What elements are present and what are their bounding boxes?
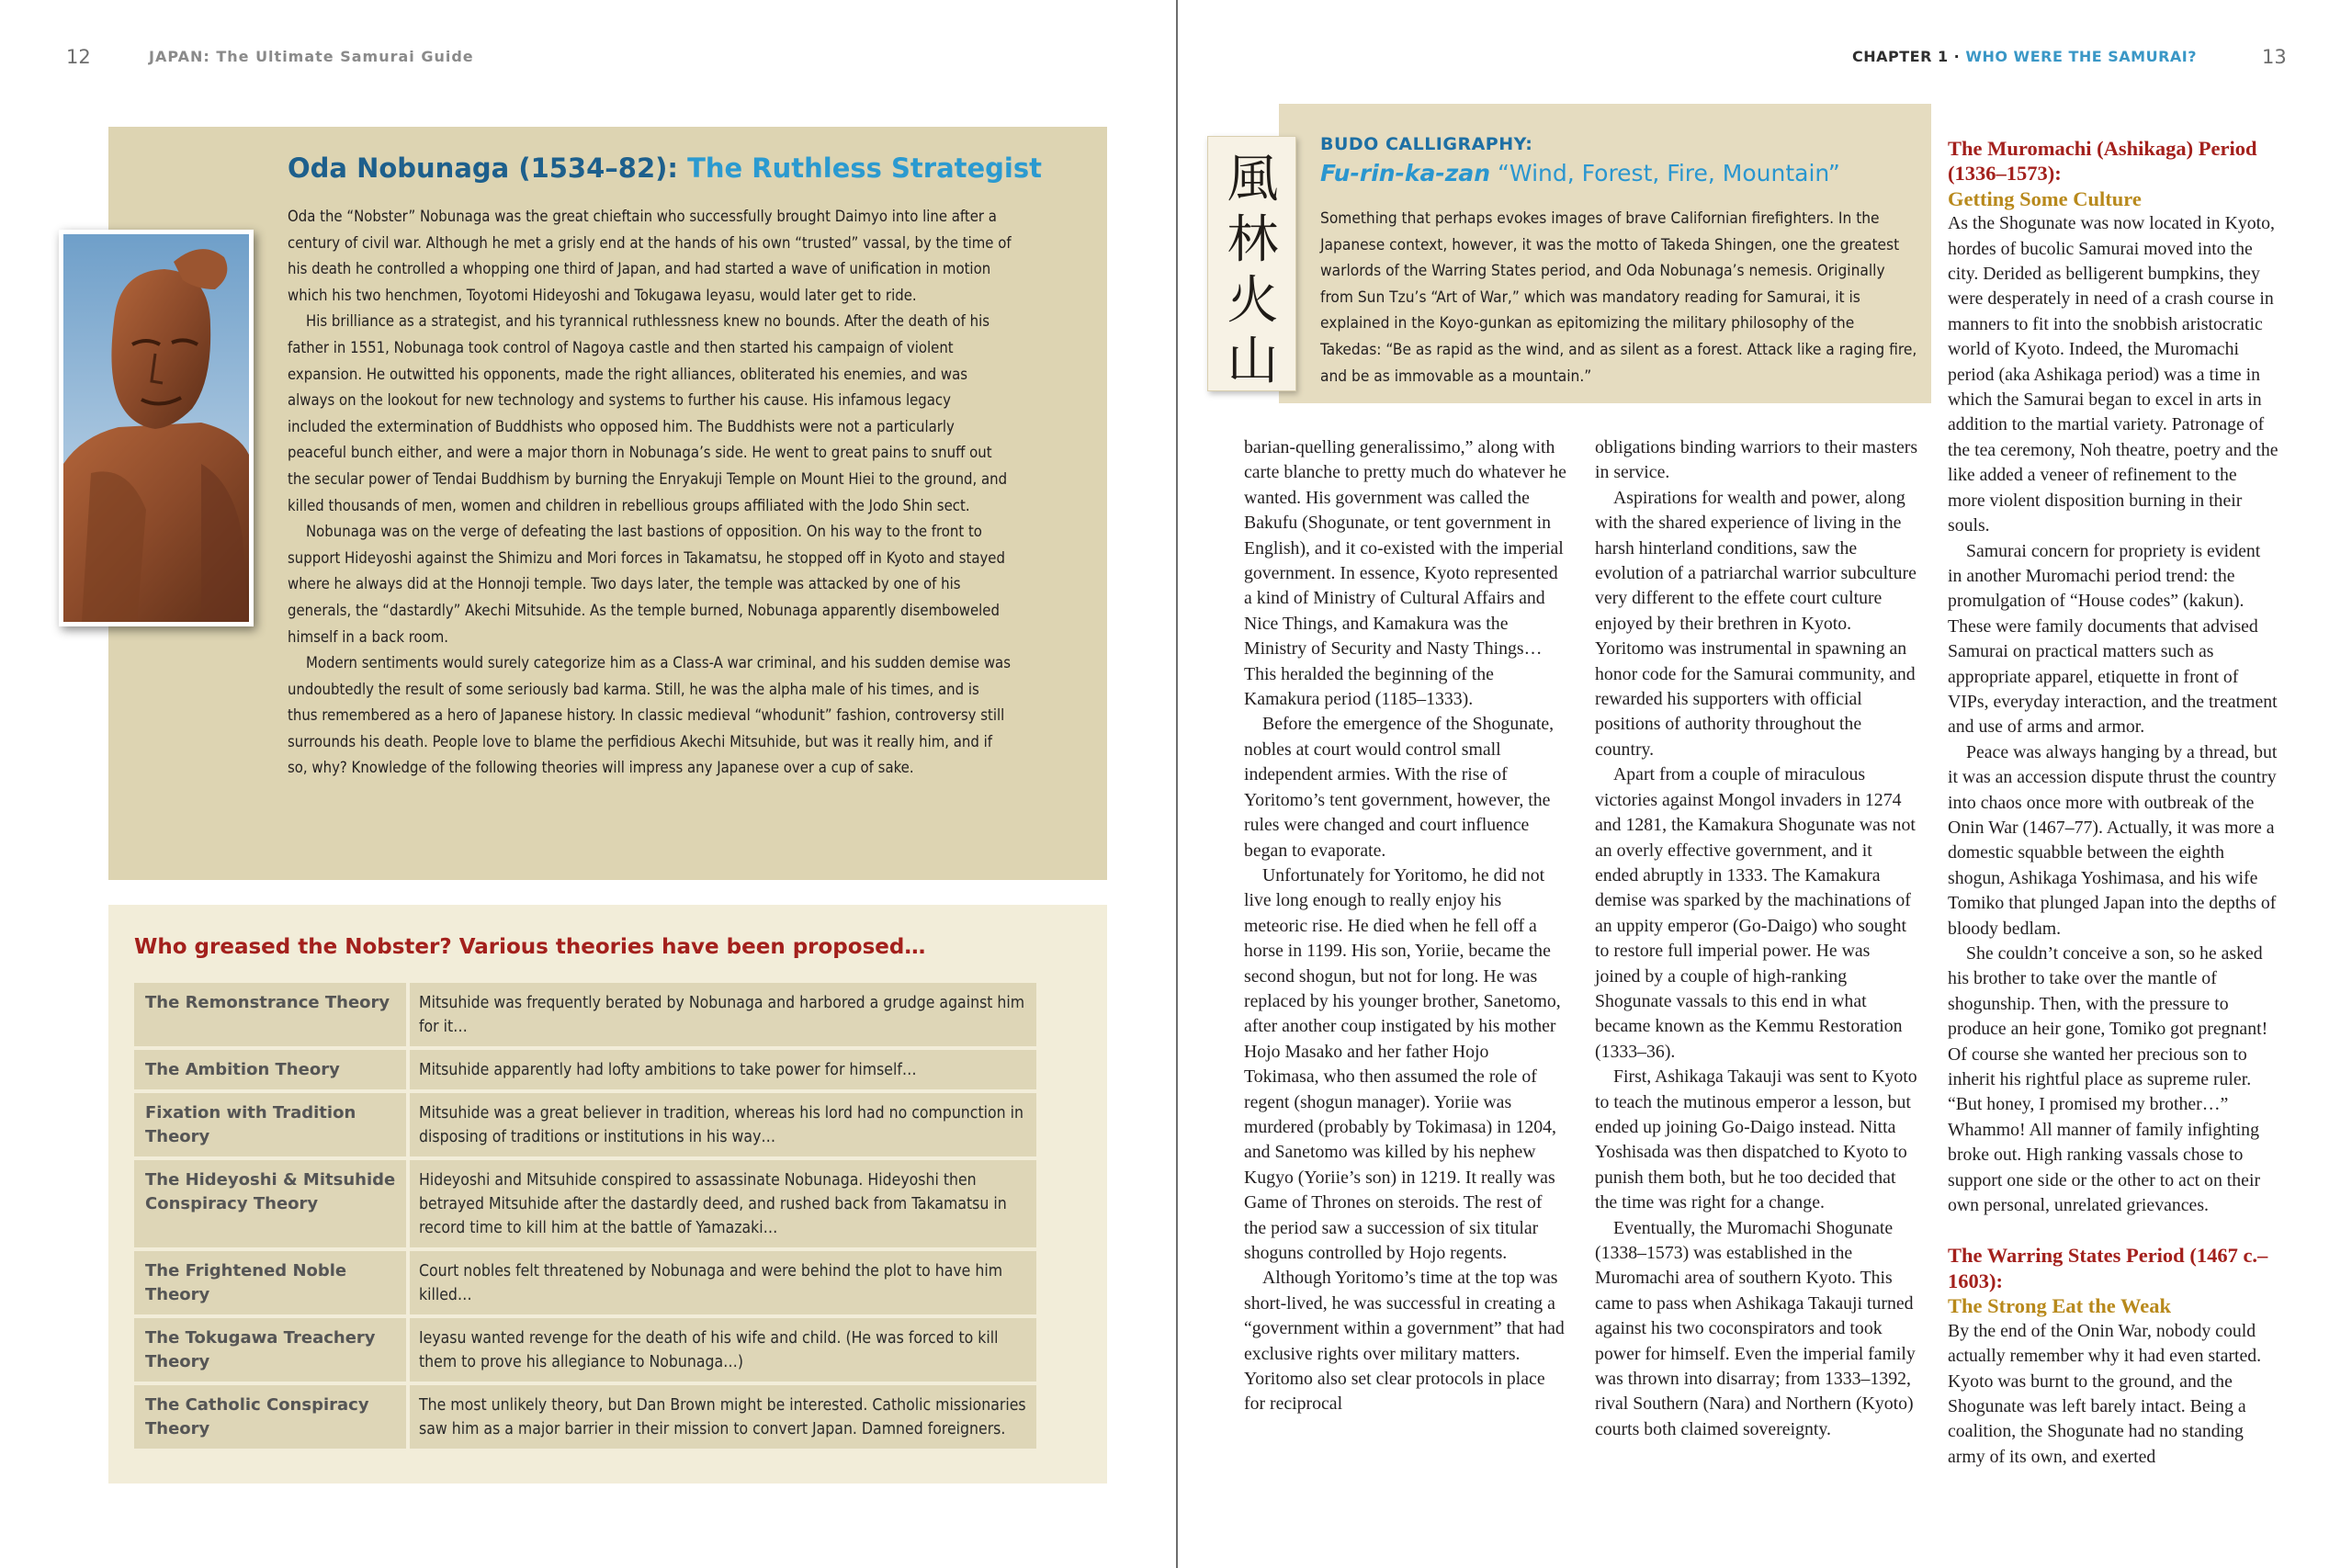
profile-paragraph: Nobunaga was on the verge of defeating the last bastions of opposition. On his way to the front to support Hideyoshi against the Shimizu and Mori forces in Takamatsu, he stopped off in Kyoto and stayed where he always did at the Honnoji temple. Two days later, the temple was attacked by one of his generals, the “dastardly” Akechi Mitsuhide. As the temple burned, Nobunaga apparently disemboweled himself in a back room. [288,523,1005,646]
body-column-3 [1948,136,2278,1470]
section-heading-subtitle: The Strong Eat the Weak [1948,1294,2171,1318]
profile-paragraph: His brilliance as a strategist, and his tyrannical ruthlessness knew no bounds. After the death of his father in 1551, Nobunaga took control of Nagoya castle and then started his campaign of violent expansion. He outwitted his opponents, made the right alliances, obliterated his enemies, and was always on the lookout for new technology and systems to further his cause. His infamous legacy included the extermination of Buddhists who opposed him. The Buddhists were not a particularly peaceful bunch either, and were a major thorn in Nobunaga’s side. He went to great pains to snuff out the secular power of Tendai Buddhism by burning the Enryakuji Temple on Mount Hiei to the ground, and killed thousands of men, women and children in rebellious groups affiliated with the Jodo Shin sect. [288,312,1008,514]
theory-row [134,1385,1036,1449]
body-paragraph: Before the emergence of the Shogunate, nobles at court would control small independent armies. With the rise of Yoritomo’s tent government, however, the rules were changed and court influence began to evaporate. [1244,714,1555,861]
body-paragraph: obligations binding warriors to their masters in service. [1595,437,1918,483]
nobunaga-statue-photo [59,230,254,626]
body-paragraph: Although Yoritomo’s time at the top was short-lived, he was successful in creating a “government within a government” that had exclusive rights over military matters. Yoritomo also set clear protocols in place for reciprocal [1244,1268,1565,1415]
profile-paragraph: Oda the “Nobster” Nobunaga was the great chieftain who successfully brought Daimyo into line after a century of civil war. Although he met a grisly end at the hands of his own “trusted” vassal, by the time of his death he controlled a whopping one third of Japan, and had started a wave of unification in motion which his two henchmen, Toyotomi Hideyoshi and Tokugawa Ieyasu, would later get to ride. [288,208,1012,304]
theory-name: The Catholic Conspiracy Theory [134,1385,406,1449]
statue-illustration [63,234,249,622]
calligraphy-scroll [1207,136,1296,391]
calligraphy-translation: “Wind, Forest, Fire, Mountain” [1497,160,1840,186]
theory-name: Fixation with Tradition Theory [134,1093,406,1156]
profile-title [288,152,1042,184]
theory-row [134,1050,1036,1089]
theory-name: The Tokugawa Treachery Theory [134,1318,406,1382]
theory-description: Court nobles felt threatened by Nobunaga and were behind the plot to have him killed… [410,1251,1036,1314]
theory-row [134,1318,1036,1382]
theory-description: Ieyasu wanted revenge for the death of his wife and child. (He was forced to kill them to prove his allegiance to Nobunaga…) [410,1318,1036,1382]
section-heading-warring-states [1948,1243,2278,1318]
theory-description: Mitsuhide was a great believer in tradition, whereas his lord had no compunction in disposing of traditions or institutions in his way… [410,1093,1036,1156]
theory-name: The Ambition Theory [134,1050,406,1089]
profile-paragraph: Modern sentiments would surely categorize him as a Class-A war criminal, and his sudden demise was undoubtedly the result of some seriously bad karma. Still, he was the alpha male of his times, and is thus remembered as a hero of Japanese history. In classic medieval “whodunit” fashion, controversy still surrounds his death. People love to blame the perfidious Akechi Mitsuhide, but was it really him, and if so, why? Knowledge of the following theories will impress any Japanese over a cup of sake. [288,654,1011,777]
chapter-header [1852,48,2197,65]
chapter-title: WHO WERE THE SAMURAI? [1965,48,2198,65]
calligraphy-body: Something that perhaps evokes images of brave Californian firefighters. In the Japanese context, however, it was the motto of Takeda Shingen, one the greatest warlords of the Warring States period, and Oda Nobunaga’s nemesis. Originally from Sun Tzu’s “Art of War,” which was mandatory reading for Samurai, it is explained in the Koyo-gunkan as epitomizing the military philosophy of the Takedas: “Be as rapid as the wind, and as silent as a forest. Attack like a raging fire, and be as immovable as a mountain.” [1320,209,1917,386]
theory-description: Mitsuhide apparently had lofty ambitions to take power for himself… [410,1050,1036,1089]
body-column-1 [1244,435,1567,1417]
body-paragraph: Unfortunately for Yoritomo, he did not live long enough to really enjoy his meteoric rise. He died when he fell off a horse in 1199. His son, Yoriie, became the second shogun, but not for long. He was replaced by his younger brother, Sanetomo, after another coup instigated by his mother Hojo Masako and her father Hojo Tokimasa, who then assumed the role of regent (shogun manager). Yoriie was murdered (probably by Tokimasa) in 1204, and Sanetomo was killed by his nephew Kugyo (Yoriie’s son) in 1219. It really was Game of Thrones on steroids. The rest of the period saw a succession of six titular shoguns controlled by Hojo regents. [1244,864,1561,1263]
theory-row [134,1160,1036,1247]
right-page-number: 13 [2262,46,2287,68]
body-paragraph: As the Shogunate was now located in Kyoto, hordes of bucolic Samurai moved into the city. Derided as belligerent bumpkins, they were desperately in need of a crash course in manners to fit into the snobbish aristocratic world of Kyoto. Indeed, the Muromachi period (aka Ashikaga period) was a time in which the Samurai began to excel in arts in addition to the martial variety. Patronage of the tea ceremony, Noh theatre, poetry and the like added a veneer of refinement to the more violent disposition burning in their souls. [1948,213,2278,536]
calligraphy-title [1320,160,1840,186]
section-heading-subtitle: Getting Some Culture [1948,186,2142,210]
theory-row [134,1251,1036,1314]
body-paragraph: Peace was always hanging by a thread, but it was an accession dispute thrust the country into chaos once more with outbreak of the Onin War (1467–77). Actually, it was more a domestic squabble between the eighth shogun, Ashikaga Yoshimasa, and his wife Tomiko that plunged Japan into the depths of bloody bedlam. [1948,741,2278,939]
theories-table [134,983,1036,1452]
section-heading-muromachi [1948,136,2278,211]
body-paragraph: First, Ashikaga Takauji was sent to Kyoto to teach the mutinous emperor a lesson, but ended up joining Go-Daigo instead. Nitta Yoshisada was then dispatched to Kyoto to punish them both, but he too decided that the time was right for a change. [1595,1066,1917,1213]
profile-title-subtitle: The Ruthless Strategist [687,152,1042,184]
running-title: JAPAN: The Ultimate Samurai Guide [149,48,474,65]
theory-name: The Frightened Noble Theory [134,1251,406,1314]
section-heading-line: The Warring States Period (1467 c.–1603): [1948,1244,2268,1292]
page-gutter [1176,0,1178,1568]
body-paragraph: Apart from a couple of miraculous victories against Mongol invaders in 1274 and 1281, the Kamakura Shogunate was not an overly effective government, and it ended abruptly in 1333. The Kamakura demise was sparked by the machinations of an uppity emperor (Go-Daigo) who sought to restore full imperial power. He was joined by a couple of high-ranking Shogunate vassals to this end in what became known as the Kemmu Restoration (1333–36). [1595,764,1916,1062]
theory-description: Mitsuhide was frequently berated by Nobunaga and harbored a grudge against him for it… [410,983,1036,1046]
body-paragraph: Aspirations for wealth and power, along with the shared experience of living in the harsh hinterland conditions, saw the evolution of a patriarchal warrior subculture very different to the effete court culture enjoyed by their brethren in Kyoto. Yoritomo was instrumental in spawning an honor code for the Samurai community, and rewarded his supporters with official positions of authority throughout the country. [1595,487,1917,760]
left-page-number: 12 [66,46,91,68]
body-paragraph: barian-quelling generalissimo,” along with carte blanche to pretty much do whatever he wanted. His government was called the Bakufu (Shogunate, or tent government in English), and it co-existed with the imperial government. In essence, Kyoto represented a kind of Ministry of Cultural Affairs and Nice Things, and Kamakura was the Ministry of Security and Nasty Things… This heralded the beginning of the Kamakura period (1185–1333). [1244,437,1566,710]
body-paragraph: She couldn’t conceive a son, so he asked his brother to take over the mantle of shogunship. Then, with the pressure to produce an heir gone, Tomiko got pregnant! Of course she wanted her precious son to inherit his rightful place as supreme ruler. “But honey, I promised my brother…” Whammo! All manner of family infighting broke out. High ranking vassals chose to support one side or the other to act on their own personal, unrelated grievances. [1948,943,2268,1216]
calligraphy-romaji: Fu-rin-ka-zan [1320,160,1491,186]
theory-name: The Remonstrance Theory [134,983,406,1046]
profile-title-name: Oda Nobunaga (1534–82): [288,152,678,184]
profile-body [288,204,1013,782]
theory-description: The most unlikely theory, but Dan Brown might be interested. Catholic missionaries saw him as a major barrier in their mission to convert Japan. Damned foreigners. [410,1385,1036,1449]
body-paragraph: Samurai concern for propriety is evident in another Muromachi period trend: the promulgation of “House codes” (kakun). These were family documents that advised Samurai on practical matters such as appropriate apparel, etiquette in front of VIPs, everyday interaction, and the treatment and use of arms and armor. [1948,540,2278,738]
kanji-wind: 風 [1227,150,1279,209]
theory-description: Hideyoshi and Mitsuhide conspired to assassinate Nobunaga. Hideyoshi then betrayed Mitsuhide after the dastardly deed, and rushed back from Takamatsu in record time to kill him at the battle of Yamazaki… [410,1160,1036,1247]
theory-row [134,1093,1036,1156]
calligraphy-label: BUDO CALLIGRAPHY: [1320,134,1533,154]
theories-heading: Who greased the Nobster? Various theories have been proposed… [134,935,926,959]
body-paragraph: Eventually, the Muromachi Shogunate (1338–1573) was established in the Muromachi area of southern Kyoto. This came to pass when Ashikaga Takauji turned against his two coconspirators and took power for himself. Even the imperial family was thrown into disarray; from 1333–1392, rival Southern (Nara) and Northern (Kyoto) courts both claimed sovereignty. [1595,1217,1916,1439]
body-paragraph: By the end of the Onin War, nobody could actually remember why it had even started. Kyoto was burnt to the ground, and the Shogunate was left barely intact. Being a coalition, the Shogunate had no standing army of its own, and exerted [1948,1320,2262,1467]
kanji-fire: 火 [1227,271,1279,331]
theory-row [134,983,1036,1046]
section-heading-line: The Muromachi (Ashikaga) Period (1336–1573): [1948,137,2257,186]
kanji-forest: 林 [1227,210,1279,270]
body-column-2 [1595,435,1918,1442]
section-gap [1948,1218,2278,1243]
chapter-label: CHAPTER 1 · [1852,48,1961,65]
kanji-mountain: 山 [1227,332,1279,391]
theory-name: The Hideyoshi & Mitsuhide Conspiracy Theory [134,1160,406,1247]
